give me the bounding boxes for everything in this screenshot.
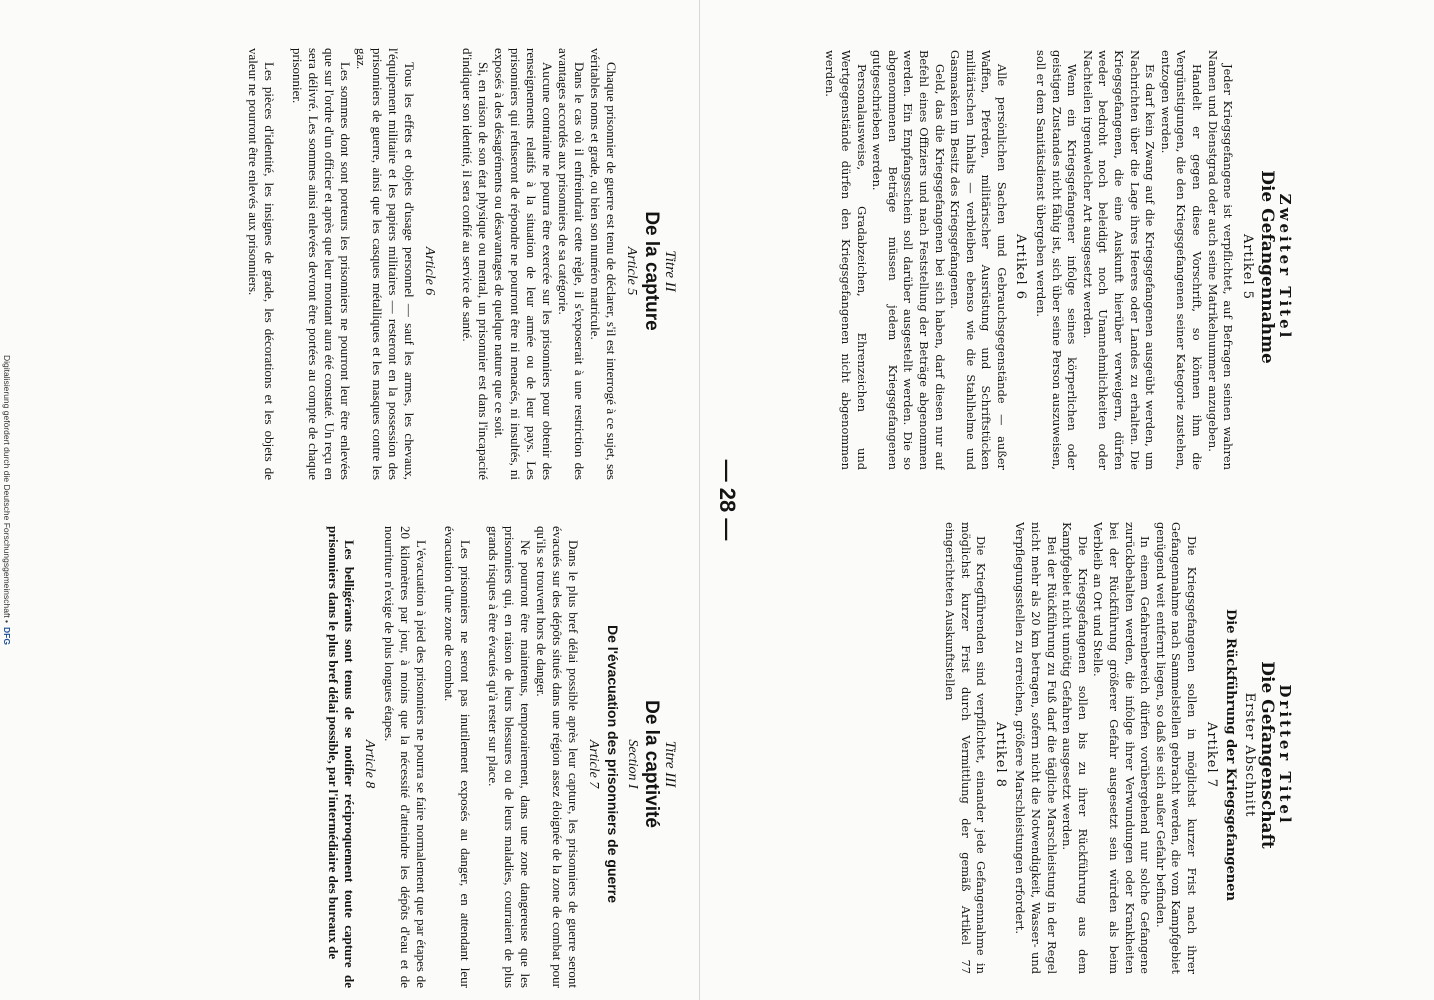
german-article-8-heading: Artikel 8 [992, 721, 1008, 789]
german-subtitle-3: Die Gefangenschaft [1257, 661, 1278, 849]
french-article-6-para: Tous les effets et objets d'usage personnel — sauf les armes, les chevaux, l'équipement militaire et les papiers militaires — resteront en la possession des prisonniers de guerre, ainsi que les casques métalliques et les masques contre les gaz. [354, 48, 417, 480]
french-article-7-para: Les prisonniers ne seront pas inutilement exposés au danger, en attendant leur évacuation d'une zone de combat. [442, 526, 473, 988]
german-article-6-para: Geld, das die Kriegsgefangenen bei sich haben, darf diesen nur auf Befehl eines Offiziers und nach Feststellung der Beträge abgenommen werden. Ein Empfangsschein soll darüber ausgestellt werden. Die so abgenommenen Beträge müssen jedem Kriegsgefangenen gutgeschrieben werden. [870, 50, 947, 470]
german-article-5-para: Wenn ein Kriegsgefangener infolge seines körperlichen oder geistigen Zustandes nicht fähig ist, sich über seine Person auszuweisen, soll er dem Sanitätsdienst übergeben werden. [1034, 50, 1080, 470]
german-article-5-para: Handelt er gegen diese Vorschrift, so können ihm die Vergünstigungen, die den Kriegsgefangenen seiner Kategorie zustehen, entzogen werden. [1158, 50, 1205, 470]
french-text [16, 0, 688, 1000]
german-article-7-para: Die Kriegsgefangenen sollen bis zu ihrer Rückführung aus dem Kampfgebiet nicht unnötig Gefahren ausgesetzt werden. [1060, 522, 1090, 974]
french-article-6-para: Les pièces d'identité, les insignes de grade, les décorations et les objets de valeur ne pourront être enlevés aux prisonniers. [246, 48, 277, 480]
french-article-5-para: Dans le cas où il enfreindrait cette règle, il s'exposerait à une restriction des avantages accordés aux prisonniers de sa catégorie. [556, 48, 587, 480]
page-divider [699, 0, 700, 1000]
french-article-6-heading: Article 6 [422, 246, 437, 296]
german-article-5-heading: Artikel 5 [1239, 233, 1255, 301]
page-number: — 28 — [715, 459, 740, 541]
german-title-3: Dritter Titel [1276, 684, 1294, 826]
spacer [441, 48, 459, 480]
french-column-1 [16, 48, 688, 480]
french-article-8-heading: Article 8 [362, 739, 377, 789]
german-article-7-para: Die Kriegsgefangenen sollen in möglichst kurzer Frist nach ihrer Gefangennahme nach Sammelstellen gebracht werden, die vom Kampfgebiet genügend weit entfernt liegen, so daß sie sich außer Gefahr befinden. [1153, 522, 1200, 974]
german-article-7-heading: Artikel 7 [1203, 721, 1219, 789]
german-section-label: Erster Abschnitt [1241, 692, 1257, 818]
dfg-logo: DFG [2, 627, 12, 645]
german-article-6-para: Alle persönlichen Sachen und Gebrauchsgegenstände — außer Waffen, Pferden, militärischer Ausrüstung und Schriftstücken militärischen Inhalts — verbleiben ebenso wie die Stahlhelme und Gasmasken im Besitz des Kriegsgefangenen. [948, 50, 1009, 470]
credit-text: Digitalisierung gefördert durch die Deutsche Forschungsgemeinschaft • [2, 355, 12, 624]
digitization-credit [0, 0, 12, 1000]
german-article-6-heading: Artikel 6 [1013, 233, 1029, 301]
french-article-5-heading: Article 5 [624, 246, 639, 296]
french-subtitle-3: De la captivité [641, 700, 662, 828]
french-article-7-para: Dans le plus bref délai possible après leur capture, les prisonniers de guerre seront évacués sur des dépôts situés dans une région assez éloignée de la zone de combat pour qu'ils se trouvent hors de danger. [534, 526, 581, 988]
french-article-7-para: L'évacuation à pied des prisonniers ne pourra se faire normalement que par étapes de 20 kilomètres par jour, à moins que la nécessité d'atteindre les dépôts d'eau et de nourriture n'exige de plus longues étapes. [382, 526, 429, 988]
french-title-3: Titre III [662, 740, 678, 788]
german-title-2: Zweiter Titel [1276, 193, 1294, 341]
french-article-5-para: Chaque prisonnier de guerre est tenu de déclarer, s'il est interrogé à ce sujet, ses véritables noms et grade, ou bien son numéro matricule. [588, 48, 619, 480]
french-title-2: Titre II [662, 250, 678, 292]
german-article-5-para: Jeder Kriegsgefangene ist verpflichtet, auf Befragen seinen wahren Namen und Dienstgrad oder auch seine Matrikelnummer anzugeben. [1205, 50, 1236, 470]
german-subtitle-2: Die Gefangennahme [1257, 170, 1278, 364]
french-article-7-heading: Article 7 [586, 739, 601, 789]
french-section-title: De l'évacuation des prisonniers de guerre [605, 625, 621, 903]
german-article-7-para: Bei der Rückführung zu Fuß darf die tägliche Marschleistung in der Regel nicht mehr als 20 km betragen, sofern nicht die Notwendigkeit, Wasser- und Verpflegungsstellen zu erreichen, größere Marschleistungen erfordert. [1013, 522, 1059, 974]
german-article-5-para: Es darf kein Zwang auf die Kriegsgefangenen ausgeübt werden, um Nachrichten über die Lage ihres Heeres oder Landes zu erhalten. Die Kriegsgefangenen, die eine Auskunft hierüber verweigern, dürfen weder bedroht noch beleidigt noch Unannehmlichkeiten oder Nachteilen irgendwelcher Art ausgesetzt werden. [1080, 50, 1158, 470]
german-text [746, 0, 1302, 1000]
german-column-1 [746, 50, 1302, 470]
french-column-2 [16, 526, 688, 988]
french-article-6-para: Les sommes dont sont porteurs les prisonniers ne pourront leur être enlevées que sur l'ordre d'un officier et après que leur montant aura été constaté. Un reçu en sera délivré. Les sommes ainsi enlevées devront être portées au compte de chaque prisonnier. [290, 48, 353, 480]
german-article-7-para: In einem Gefahrenbereich dürfen vorübergehend nur solche Gefangene zurückbehalten werden, die infolge ihrer Verwundungen oder Krankheiten bei der Rückführung größerer Gefahr ausgesetzt sein würden als beim Verbleib an Ort und Stelle. [1091, 522, 1153, 974]
german-column-2 [746, 522, 1302, 974]
german-article-8-para: Die Kriegführenden sind verpflichtet, einander jede Gefangennahme in möglichst kurzer Frist durch Vermittlung der gemäß Artikel 77 eingerichteten Auskunftstellen [943, 522, 989, 974]
french-subtitle-2: De la capture [641, 211, 662, 331]
french-article-8-para: Les belligérants sont tenus de se notifier réciproquement toute capture de prisonniers dans le plus bref délai possible, par l'intermédiaire des bureaux de [326, 526, 357, 988]
french-section-label: Section I [625, 739, 640, 789]
french-article-7-para: Ne pourront être maintenus, temporairement, dans une zone dangereuse que les prisonniers qui, en raison de leurs blessures ou de leurs maladies, courraient de plus grands risques à être évacués qu'à rester sur place. [486, 526, 533, 988]
french-article-5-para: Aucune contrainte ne pourra être exercée sur les prisonniers pour obtenir des renseignements relatifs à la situation de leur armée ou de leur pays. Les prisonniers qui refuseront de répondre ne pourront être ni menacés, ni insultés, ni exposés à des désagréments ou désavantages de quelque nature que ce soit. [492, 48, 555, 480]
german-section-title: Die Rückführung der Kriegsgefangenen [1223, 609, 1239, 901]
french-article-5-para: Si, en raison de son état physique ou mental, un prisonnier est dans l'incapacité d'indiquer son identité, il sera confié au service de santé. [460, 48, 491, 480]
german-article-6-para: Personalausweise, Gradabzeichen, Ehrenzeichen und Wertgegenstände dürfen den Kriegsgefangenen nicht abgenommen werden. [823, 50, 869, 470]
